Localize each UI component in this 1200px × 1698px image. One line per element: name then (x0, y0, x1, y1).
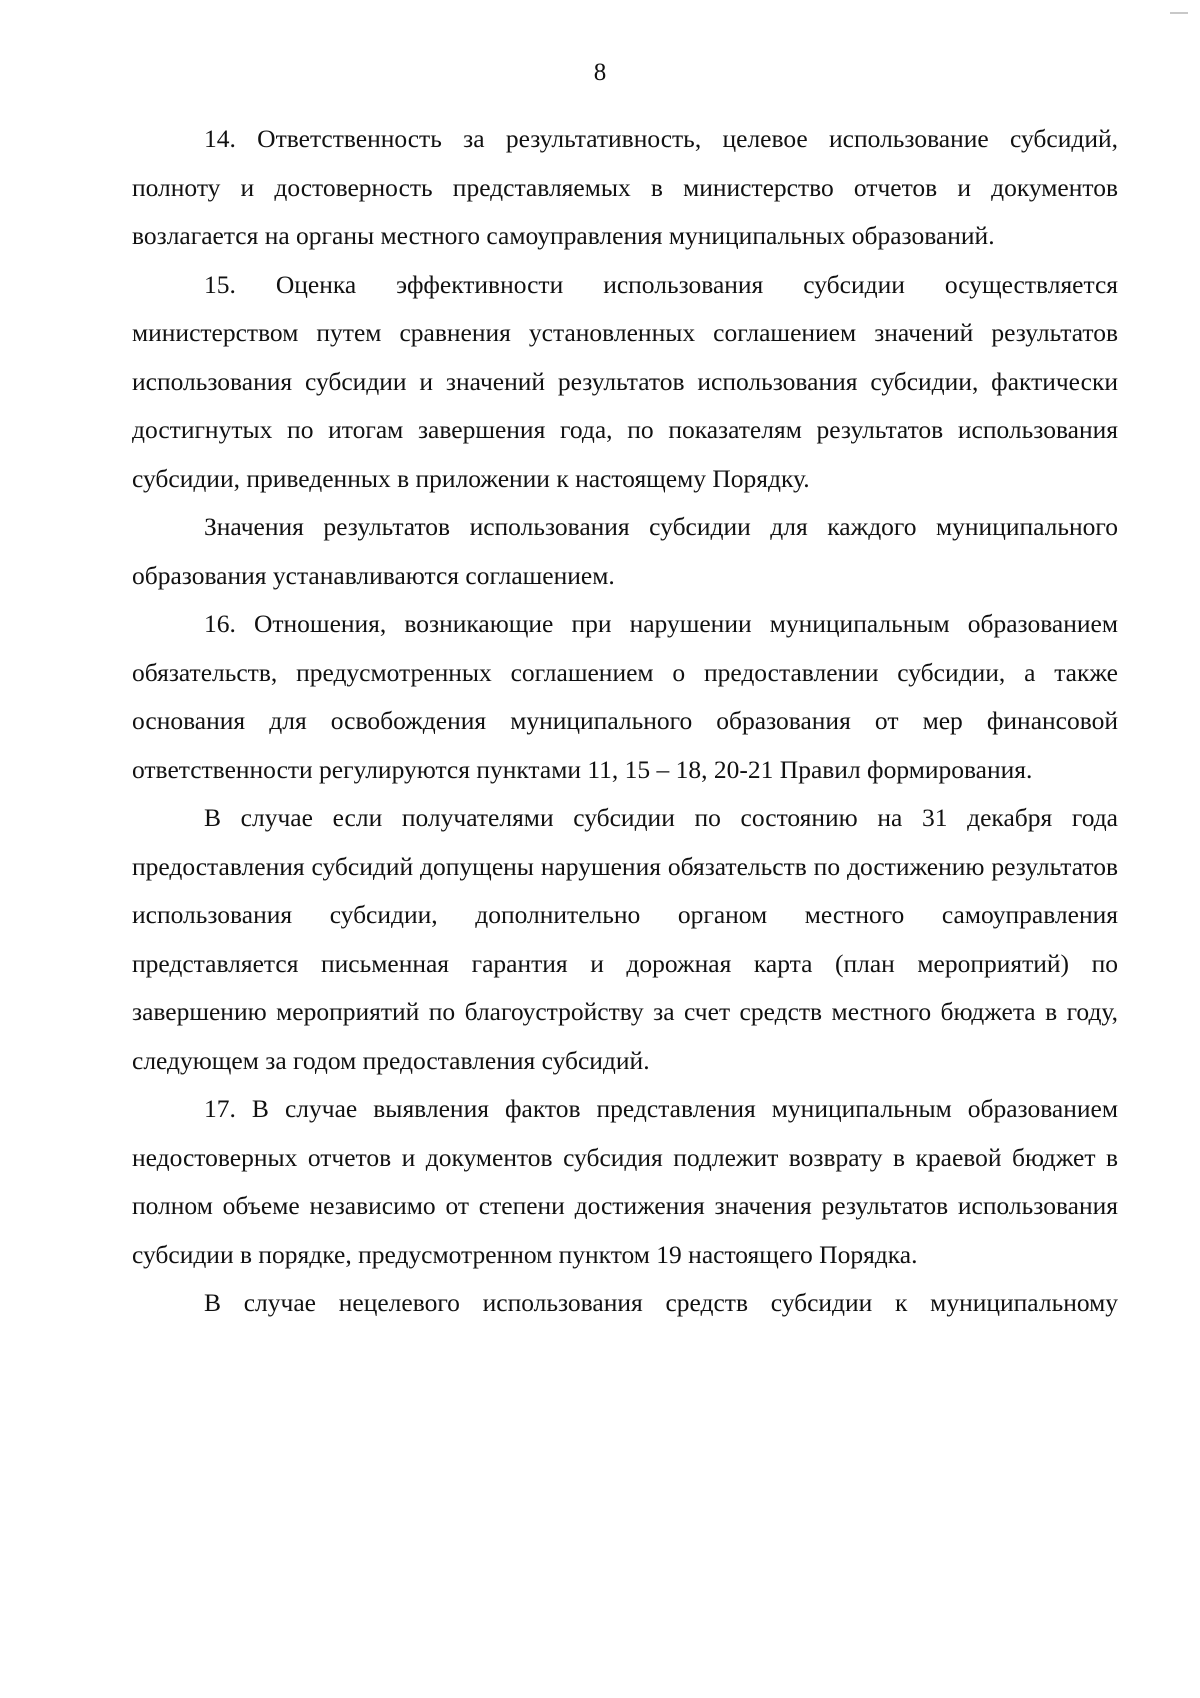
paragraph-16-violations: В случае если получателями субсидии по состоянию на 31 декабря года предоставления субсидий допущены нарушения обязательств по достижению результатов использования субсидии, дополнительно органом местного самоуправления представляется письменная гарантия и дорожная карта (план мероприятий) по завершению мероприятий по благоустройству за счет средств местного бюджета в году, следующем за годом предоставления субсидий. (132, 803, 1118, 1075)
paragraph-17: 17. В случае выявления фактов представления муниципальным образованием недостоверных отчетов и документов субсидия подлежит возврату в краевой бюджет в полном объеме независимо от степени достижения значения результатов использования субсидии в порядке, предусмотренном пунктом 19 настоящего Порядка. (132, 1094, 1118, 1269)
scan-corner-mark (1170, 12, 1188, 14)
paragraph-14: 14. Ответственность за результативность, целевое использование субсидий, полноту и достоверность представляемых в министерство отчетов и документов возлагается на органы местного самоуправления муниципальных образований. (132, 124, 1118, 250)
paragraph-16: 16. Отношения, возникающие при нарушении муниципальным образованием обязательств, предусмотренных соглашением о предоставлении субсидии, а также основания для освобождения муниципального образования от мер финансовой ответственности регулируются пунктами 11, 15 – 18, 20-21 Правил формирования. (132, 609, 1118, 784)
page-number: 8 (593, 59, 607, 86)
paragraph-15-values: Значения результатов использования субсидии для каждого муниципального образования устанавливаются соглашением. (132, 512, 1118, 590)
paragraph-17-misuse: В случае нецелевого использования средств субсидии к муниципальному (204, 1288, 1118, 1317)
document-body (132, 115, 1118, 1328)
paragraph-15: 15. Оценка эффективности использования субсидии осуществляется министерством путем сравнения установленных соглашением значений результатов использования субсидии и значений результатов использования субсидии, фактически достигнутых по итогам завершения года, по показателям результатов использования субсидии, приведенных в приложении к настоящему Порядку. (132, 269, 1118, 493)
